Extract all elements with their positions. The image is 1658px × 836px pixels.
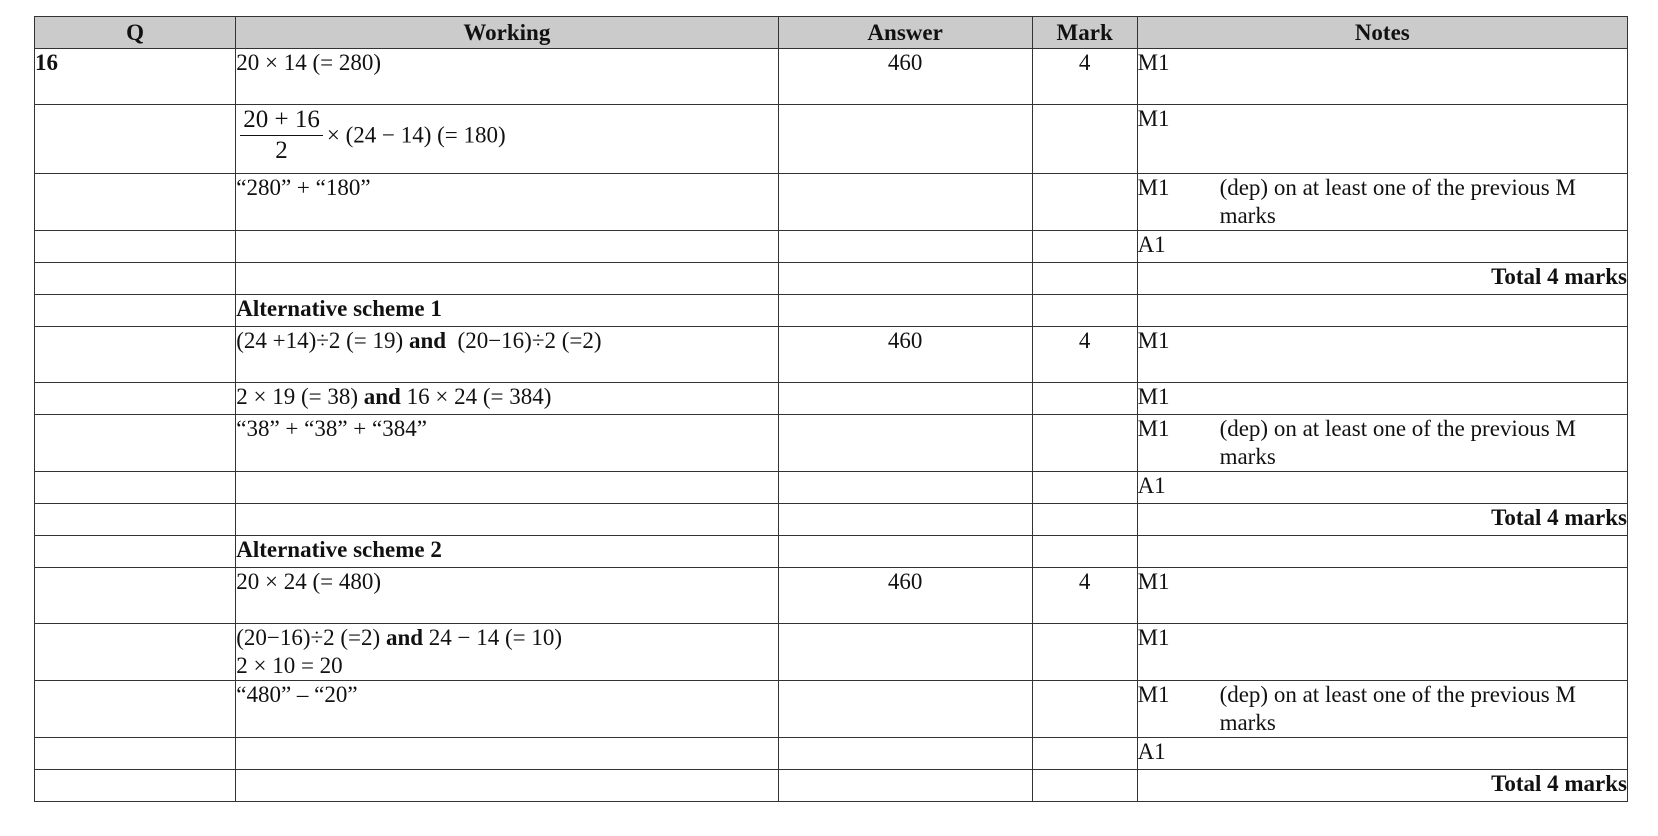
working-cell: 20 × 24 (= 480) xyxy=(236,568,778,624)
mark-cell xyxy=(1032,383,1137,415)
working-text: 24 − 14 (= 10) xyxy=(423,625,563,650)
note-code: A1 xyxy=(1137,232,1166,257)
total-marks: Total 4 marks xyxy=(1137,770,1627,802)
q-cell xyxy=(35,263,236,295)
table-row xyxy=(35,568,1628,624)
scheme-heading-row xyxy=(35,295,1628,327)
total-row xyxy=(35,504,1628,536)
and-keyword: and xyxy=(385,625,424,650)
note-code: M1 xyxy=(1137,384,1170,409)
mark-cell xyxy=(1032,472,1137,504)
working-cell xyxy=(236,231,778,263)
notes-cell xyxy=(1137,49,1627,105)
notes-cell xyxy=(1137,568,1627,624)
working-text: (20−16)÷2 (=2) xyxy=(236,625,386,650)
answer-cell xyxy=(778,105,1032,174)
mark-cell: 4 xyxy=(1032,568,1137,624)
answer-cell xyxy=(778,536,1032,568)
notes-cell xyxy=(1137,295,1627,327)
mark-cell xyxy=(1032,681,1137,738)
note-code: A1 xyxy=(1137,473,1166,498)
fraction-denominator: 2 xyxy=(275,137,288,164)
fraction xyxy=(240,105,323,166)
table-row xyxy=(35,383,1628,415)
answer-cell xyxy=(778,624,1032,681)
header-working: Working xyxy=(236,17,778,49)
mark-cell xyxy=(1032,770,1137,802)
total-marks: Total 4 marks xyxy=(1137,504,1627,536)
q-cell xyxy=(35,383,236,415)
answer-cell: 460 xyxy=(778,327,1032,383)
mark-cell xyxy=(1032,105,1137,174)
answer-cell xyxy=(778,174,1032,231)
header-mark: Mark xyxy=(1032,17,1137,49)
q-cell xyxy=(35,681,236,738)
header-answer: Answer xyxy=(778,17,1032,49)
q-cell xyxy=(35,536,236,568)
q-cell xyxy=(35,174,236,231)
note-code: A1 xyxy=(1137,739,1166,764)
q-cell xyxy=(35,504,236,536)
header-row xyxy=(35,17,1628,49)
notes-cell xyxy=(1137,415,1627,472)
mark-scheme-table xyxy=(34,16,1628,802)
working-text: (20−16)÷2 (=2) xyxy=(446,328,602,353)
total-marks: Total 4 marks xyxy=(1137,263,1627,295)
note-code: M1 xyxy=(1137,682,1170,707)
mark-cell xyxy=(1032,174,1137,231)
answer-cell xyxy=(778,383,1032,415)
notes-cell xyxy=(1137,624,1627,681)
answer-cell xyxy=(778,738,1032,770)
working-cell: 20 × 14 (= 280) xyxy=(236,49,778,105)
working-cell xyxy=(236,738,778,770)
working-text: 16 × 24 (= 384) xyxy=(400,384,552,409)
notes-cell xyxy=(1137,327,1627,383)
working-text: 2 × 19 (= 38) xyxy=(236,384,364,409)
working-cell xyxy=(236,770,778,802)
q-cell xyxy=(35,568,236,624)
working-cell xyxy=(236,383,778,415)
table-row xyxy=(35,624,1628,681)
notes-cell xyxy=(1137,472,1627,504)
table-row xyxy=(35,174,1628,231)
q-cell xyxy=(35,415,236,472)
answer-cell xyxy=(778,295,1032,327)
table-row xyxy=(35,49,1628,105)
working-cell xyxy=(236,327,778,383)
mark-cell xyxy=(1032,738,1137,770)
and-keyword: and xyxy=(363,384,401,409)
working-cell xyxy=(236,504,778,536)
table-row xyxy=(35,738,1628,770)
notes-cell xyxy=(1137,174,1627,231)
note-code: M1 xyxy=(1137,328,1170,353)
mark-cell: 4 xyxy=(1032,49,1137,105)
working-line: 2 × 10 = 20 xyxy=(236,653,343,678)
working-cell: “280” + “180” xyxy=(236,174,778,231)
note-code: M1 xyxy=(1137,569,1170,594)
header-notes: Notes xyxy=(1137,17,1627,49)
table-row xyxy=(35,415,1628,472)
answer-cell xyxy=(778,231,1032,263)
scheme-heading-row xyxy=(35,536,1628,568)
scheme-heading: Alternative scheme 2 xyxy=(236,536,778,568)
answer-cell: 460 xyxy=(778,49,1032,105)
notes-cell xyxy=(1137,681,1627,738)
q-cell xyxy=(35,295,236,327)
mark-cell xyxy=(1032,504,1137,536)
working-cell xyxy=(236,472,778,504)
q-cell xyxy=(35,231,236,263)
answer-cell xyxy=(778,415,1032,472)
table-row xyxy=(35,327,1628,383)
mark-cell xyxy=(1032,295,1137,327)
answer-cell xyxy=(778,263,1032,295)
q-cell xyxy=(35,105,236,174)
q-cell xyxy=(35,472,236,504)
note-text: (dep) on at least one of the previous M marks xyxy=(1219,416,1576,469)
notes-cell xyxy=(1137,536,1627,568)
q-cell xyxy=(35,624,236,681)
mark-cell: 4 xyxy=(1032,327,1137,383)
note-code: M1 xyxy=(1137,416,1170,441)
notes-cell xyxy=(1137,231,1627,263)
mark-cell xyxy=(1032,536,1137,568)
answer-cell xyxy=(778,681,1032,738)
fraction-numerator: 20 + 16 xyxy=(240,105,323,136)
total-row xyxy=(35,770,1628,802)
q-cell xyxy=(35,738,236,770)
note-text: (dep) on at least one of the previous M marks xyxy=(1219,175,1576,228)
working-cell: “480” – “20” xyxy=(236,681,778,738)
note-code: M1 xyxy=(1137,625,1170,650)
notes-cell xyxy=(1137,105,1627,174)
mark-cell xyxy=(1032,415,1137,472)
header-q: Q xyxy=(35,17,236,49)
answer-cell xyxy=(778,504,1032,536)
answer-cell xyxy=(778,770,1032,802)
answer-cell: 460 xyxy=(778,568,1032,624)
table-row xyxy=(35,105,1628,174)
working-text: × (24 − 14) (= 180) xyxy=(326,122,506,148)
mark-cell xyxy=(1032,231,1137,263)
working-cell: “38” + “38” + “384” xyxy=(236,415,778,472)
mark-cell xyxy=(1032,263,1137,295)
q-cell xyxy=(35,327,236,383)
mark-cell xyxy=(1032,624,1137,681)
answer-cell xyxy=(778,472,1032,504)
table-row xyxy=(35,472,1628,504)
working-cell xyxy=(236,263,778,295)
working-cell xyxy=(236,624,778,681)
notes-cell xyxy=(1137,383,1627,415)
table-row xyxy=(35,681,1628,738)
working-text: (24 +14)÷2 (= 19) xyxy=(236,328,409,353)
and-keyword: and xyxy=(408,328,447,353)
note-code: M1 xyxy=(1137,50,1170,75)
total-row xyxy=(35,263,1628,295)
working-cell xyxy=(236,105,778,174)
table-row xyxy=(35,231,1628,263)
q-cell xyxy=(35,770,236,802)
question-number: 16 xyxy=(35,49,236,105)
note-text: (dep) on at least one of the previous M marks xyxy=(1219,682,1576,735)
working-line xyxy=(236,624,777,652)
note-code: M1 xyxy=(1137,106,1170,131)
notes-cell xyxy=(1137,738,1627,770)
scheme-heading: Alternative scheme 1 xyxy=(236,295,778,327)
note-code: M1 xyxy=(1137,175,1170,200)
